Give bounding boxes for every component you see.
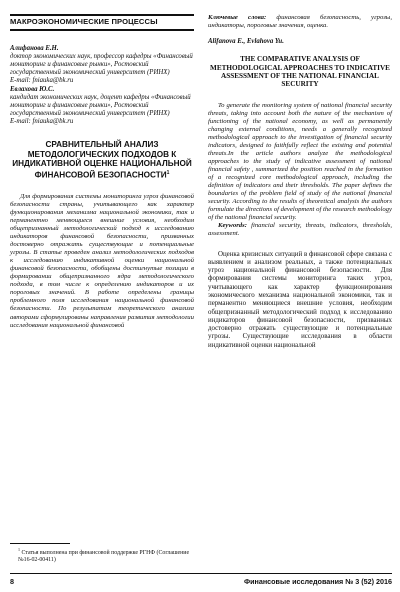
article-title-ru: [10, 140, 194, 179]
author-email-1[interactable]: E-mail: fniauka@bk.ru: [10, 76, 74, 84]
author-name-2: Евлахова Ю.С.: [10, 85, 55, 93]
author-affiliation-1: доктор экономических наук, профессор кафедры «Финансовый мониторинг и финансовые рынки», Ростовский государственный экономический университет (РИНХ): [10, 52, 193, 76]
author-email-2[interactable]: E-mail: fniauka@bk.ru: [10, 118, 74, 126]
abstract-ru: [10, 193, 194, 330]
authors-en: Alifanova E., Evlahova Yu.: [208, 38, 284, 46]
article-title-ru-text: СРАВНИТЕЛЬНЫЙ АНАЛИЗ МЕТОДОЛОГИЧЕСКИХ ПОДХОДОВ К ИНДИКАТИВНОЙ ОЦЕНКЕ НАЦИОНАЛЬНОЙ ФИНАНСОВОЙ БЕЗОПАСНОСТИ: [12, 140, 192, 180]
footnote-text: Статья выполнена при финансовой поддержке РГНФ (Соглашение №16-02-00411): [18, 549, 190, 564]
right-column: [208, 0, 392, 350]
article-title-en: THE COMPARATIVE ANALYSIS OF METHODOLOGICAL APPROACHES TO INDICATIVE ASSESSMENT OF THE NATIONAL FINANCIAL SECURITY: [210, 55, 390, 89]
footnote-divider: [10, 543, 70, 544]
footnote-mark: 1: [18, 547, 20, 552]
left-column: [10, 0, 194, 330]
abstract-en: [208, 102, 392, 239]
section-rubric: МАКРОЭКОНОМИЧЕСКИЕ ПРОЦЕССЫ: [10, 14, 194, 31]
title-footnote-mark[interactable]: 1: [166, 169, 170, 176]
author-affiliation-2: кандидат экономических наук, доцент кафедры «Финансовый мониторинг и финансовые рынки», Ростовский государственный экономический университет (РИНХ): [10, 94, 191, 118]
keywords-ru-label: Ключевые слова:: [208, 14, 267, 21]
body-text-ru: [208, 251, 392, 351]
page-number: 8: [10, 577, 14, 586]
author-block-2: [10, 86, 194, 126]
keywords-en-text: financial security, threats, indicators, thresholds, assessment.: [208, 222, 392, 238]
keywords-ru: [208, 14, 392, 30]
abstract-ru-text: Для формирования системы мониторинга угроз финансовой безопасности страны, учитывающего как характер функционирования механизма национальной экономики, так и перманентно меняющиеся внешние условия, необходим общепризнанный методологический подход к исследованию индикаторов финансовой безопасности, призванных достоверно отражать существующие и потенциальные угрозы. В статье проведен анализ методологических подходов к исследованию индикативной оценки национальной финансовой безопасности, обобщены достигнутые позиции в формировании общепризнанного ядра методологического подхода, в том числе к определению индикаторов и их пороговых значений. В работе определены границы проблемного поля исследования национальной финансовой безопасности. По результатам теоретического анализа авторами сформулированы направления развития методологии исследования национальной финансовой: [10, 192, 194, 329]
body-paragraph: Оценка кризисных ситуаций в финансовой сфере связана с выявлением и анализом реальных, а также потенциальных угроз национальной финансовой безопасности. Для формирования системы мониторинга таких угроз, учитывающего как характер функционирования экономического механизма национальной экономики, так и перманентно меняющиеся внешние условия, необходим общепризнанный методологический подход к исследованию индикаторов финансовой безопасности, призванных достоверно отражать существующие и потенциальные угрозы. Существующие исследования в области индикативной оценки национальной: [208, 250, 392, 349]
abstract-en-text: To generate the monitoring system of national financial security threats, taking into account both the nature of the mechanism of functioning of the national economy, as well as permanently changing external conditions, needs a generally recognized methodological approach to the investigation of financial security indicators, designed to faithfully reflect the existing and potential threats.In the article authors analyze the methodological approaches to the study of indicative assessment of national financial safety , summarized the position reached in the formation of a recognized core methodological approach, including the definition of indicators and their thresholds. The paper defines the boundaries of the problem field of study of the national financial security. According to the results of theoretical analysis the authors formulate the directions of development of the research methodology of the national financial security.: [208, 101, 392, 222]
keywords-ru-text: финансовая безопасность, угрозы, индикаторы, пороговые значения, оценка.: [208, 14, 393, 30]
keywords-en-label: Keywords:: [218, 222, 247, 230]
page-footer: [10, 573, 392, 588]
journal-issue: Финансовые исследования № 3 (52) 2016: [243, 577, 392, 586]
author-name-1: Алифанова Е.Н.: [10, 44, 59, 52]
footnote: [10, 546, 194, 564]
author-block-1: [10, 45, 194, 85]
